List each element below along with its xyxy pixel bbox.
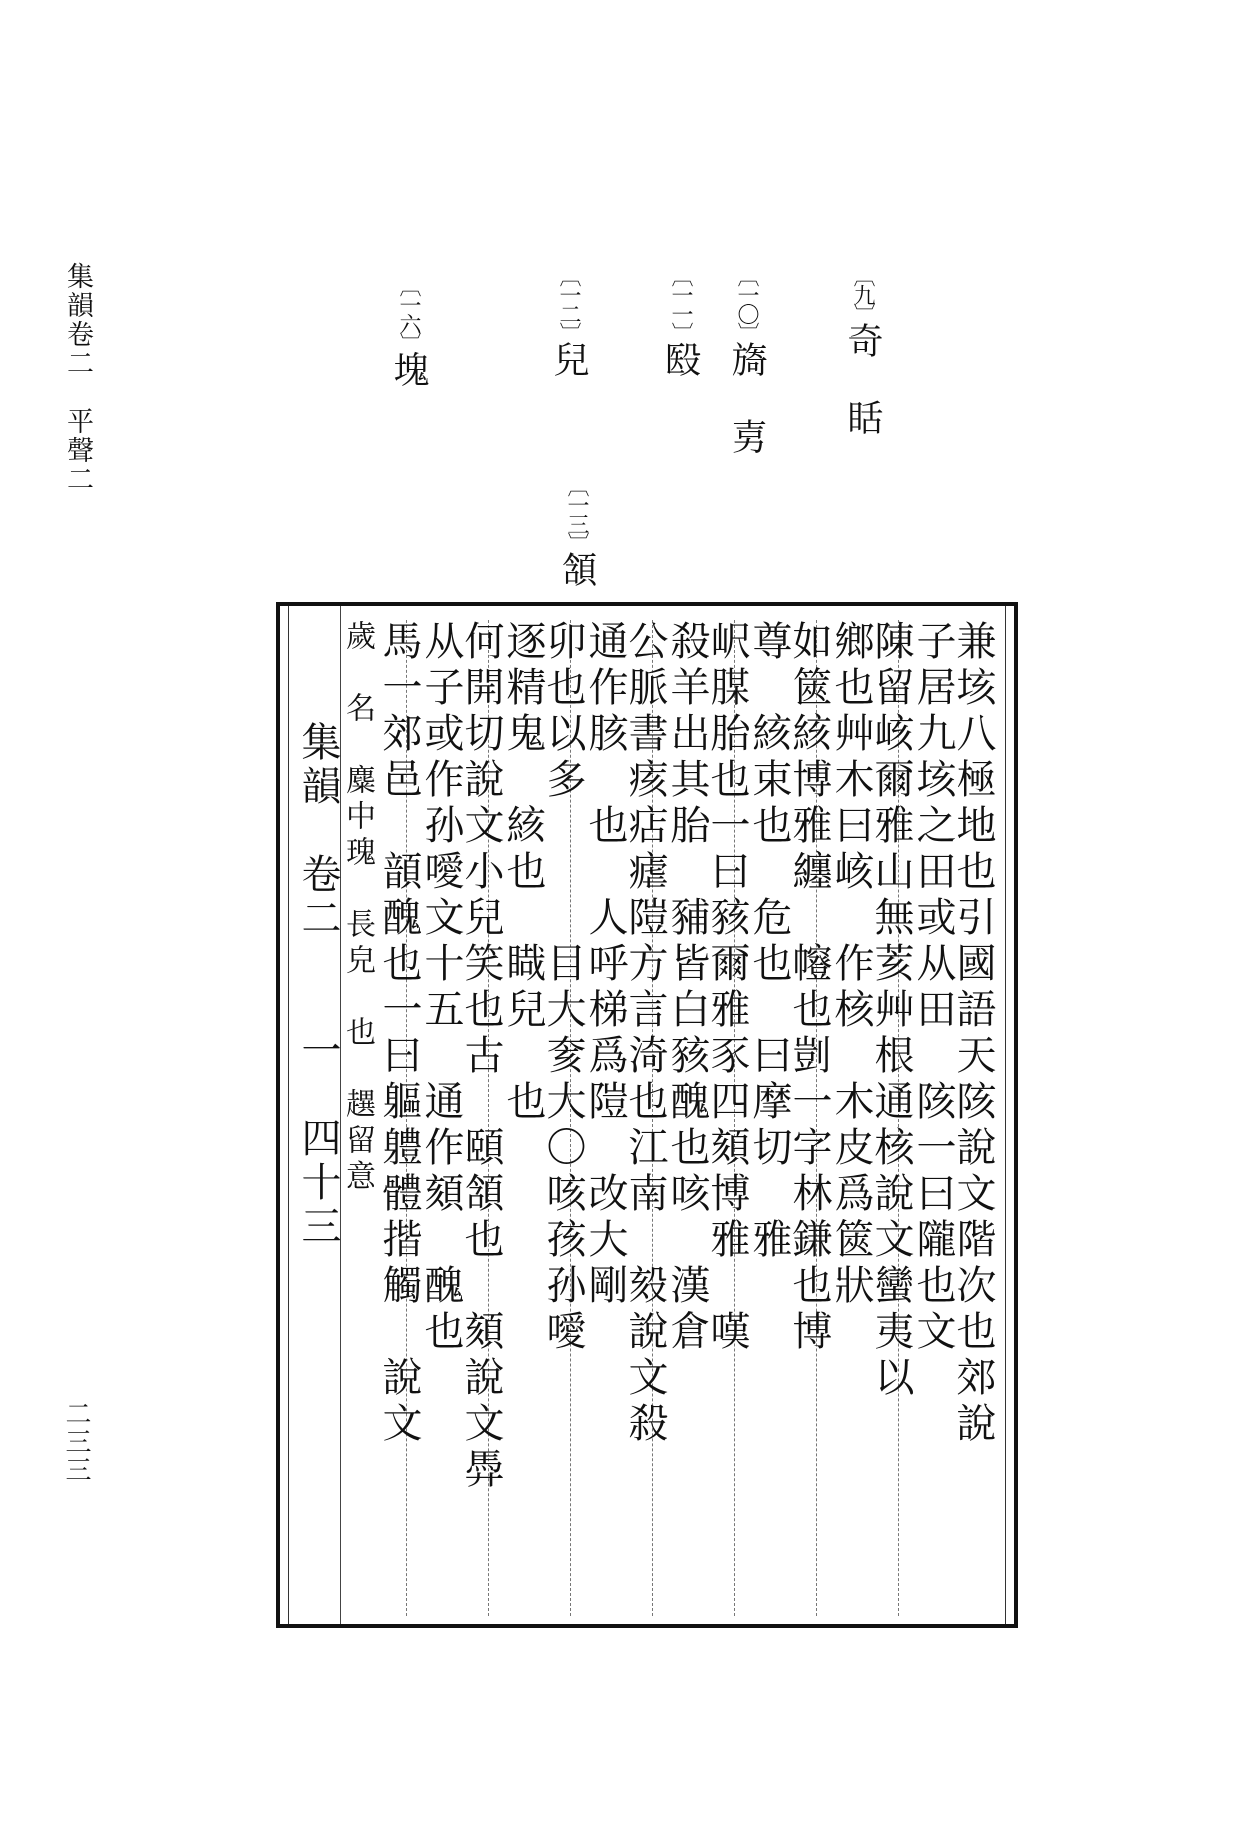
text-column: 通作胲 也 人呼梯爲隑 改大剛 [582,620,628,1310]
page-number: 二三三 [61,1400,91,1484]
text-column: 子居九垓之田或从田 陔一曰隴也文 [910,620,956,1356]
text-column: 公脈書痎痁瘧隑方言渏也江南 㱾說文殺 [622,620,668,1448]
text-column: 歲 名 麋中瑰 長皃 也 趩留意 [340,620,375,1196]
text-column: 兼垓八極地也引國語天陔說文階次也郊說 [950,620,996,1448]
frame-heading: 集韻 卷二 一 四十三 [295,721,341,1249]
facsimile-frame [276,602,1018,1628]
collation-note [726,265,766,454]
text-column: 馬一郊邑 𩐳醜也一曰軀軆體揩觸 說文 [376,620,422,1448]
text-column: 从子或作孙噯文十五 通作頦 醜也 [418,620,464,1356]
note-number: 〔九〕 [850,265,875,322]
note-chars: 奇 䀨 [842,322,883,435]
note-chars: 兒 [548,341,589,377]
note-chars: 旖 㔛 [726,341,767,454]
text-column: 𡵸腜胎也一曰豥爾雅豕四頦博雅 嘆 [704,620,750,1356]
text-column: 何開切說文小兒笑也古 頤頷也 頦說文馵 [458,620,504,1494]
text-column: 鄉也艸木曰峐 作核 木皮爲篋狀 [828,620,874,1310]
running-header: 集韻卷二 平聲二 [62,262,93,494]
text-column: 殺羊出其胎 豧皆白豥醜也咳 漢倉 [664,620,710,1356]
note-number: 〔一二〕 [556,265,581,341]
collation-note [388,275,428,387]
note-number: 〔一一〕 [668,265,693,341]
note-chars: 塊 [388,351,429,387]
text-column: 逐精鬼 絯也 睵兒 也 [500,620,546,1126]
text-column: 卯也以多 目大奒大〇咳孩孙噯 [540,620,586,1356]
collation-note [660,265,700,377]
text-column: 如篋絯博雅纏 㡧也剴一字林鎌也博 [786,620,832,1356]
text-column: 陳留峐爾雅山無荄艸根通核說文蠻夷以 [868,620,914,1402]
note-chars: 殹 [660,341,701,377]
collation-note [842,265,882,435]
frame-heading-column [280,606,341,1624]
note-chars: 頷 [556,551,597,587]
note-number: 〔一三〕 [564,475,589,551]
text-column: 尊 絯束也 危也 曰摩切 雅 [746,620,792,1264]
collation-note [556,475,596,587]
note-number: 〔一〇〕 [734,265,759,341]
note-number: 〔一六〕 [396,275,421,351]
collation-note [548,265,588,377]
